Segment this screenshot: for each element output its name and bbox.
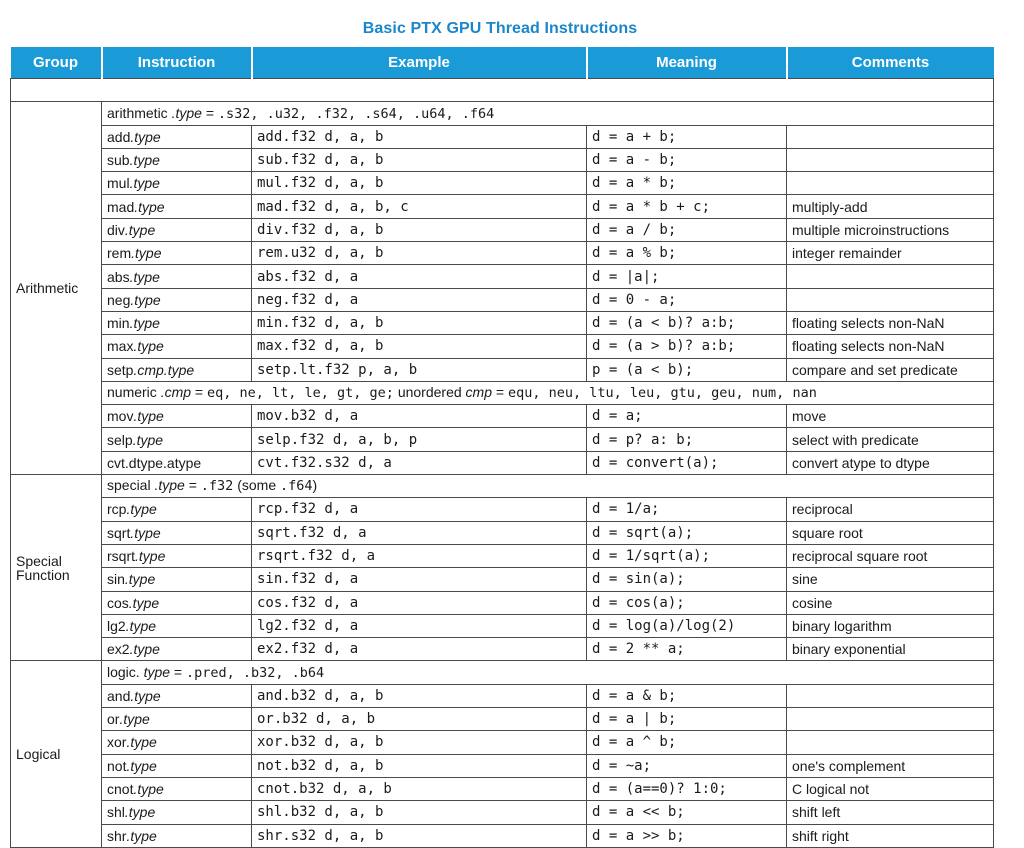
instruction-cell — [102, 125, 252, 148]
table-row — [11, 195, 994, 218]
instruction-cell — [102, 708, 252, 731]
meaning-cell: d = sqrt(a); — [587, 521, 787, 544]
instruction-cell — [102, 684, 252, 707]
comment-cell — [787, 288, 994, 311]
table-row — [11, 125, 994, 148]
group-cell — [11, 661, 102, 847]
instruction-name: max — [107, 338, 134, 355]
type-header-part: = — [201, 104, 218, 121]
table-row — [11, 777, 994, 800]
meaning-cell: d = 1/sqrt(a); — [587, 544, 787, 567]
meaning-cell: d = (a < b)? a:b; — [587, 311, 787, 334]
table-row — [11, 521, 994, 544]
table-row — [11, 288, 994, 311]
example-cell: rsqrt.f32 d, a — [252, 544, 587, 567]
type-header-row — [11, 102, 994, 125]
comment-cell — [787, 148, 994, 171]
table-row — [11, 242, 994, 265]
meaning-cell: d = 1/a; — [587, 498, 787, 521]
example-cell: selp.f32 d, a, b, p — [252, 428, 587, 451]
instruction-type-suffix: .type — [129, 268, 160, 285]
type-header-part: .type — [154, 477, 185, 494]
instruction-type-suffix: .type — [124, 571, 156, 588]
meaning-cell: d = ~a; — [587, 754, 787, 777]
comment-cell — [787, 172, 994, 195]
instruction-name: mov — [107, 408, 134, 425]
meaning-cell: d = a * b + c; — [587, 195, 787, 218]
example-cell: div.f32 d, a, b — [252, 218, 587, 241]
meaning-cell: d = a << b; — [587, 801, 787, 824]
example-cell: sub.f32 d, a, b — [252, 148, 587, 171]
type-header-part: .pred, .b32, .b64 — [186, 664, 325, 681]
instruction-type-suffix: .type — [135, 548, 166, 565]
comment-cell: square root — [787, 521, 994, 544]
example-cell: min.f32 d, a, b — [252, 311, 587, 334]
header-row — [11, 47, 994, 79]
meaning-cell: d = p? a: b; — [587, 428, 787, 451]
type-header-part: logic. — [107, 663, 144, 680]
instruction-type-suffix: .type — [128, 594, 160, 611]
instruction-cell — [102, 754, 252, 777]
example-cell: and.b32 d, a, b — [252, 684, 587, 707]
type-header-row — [11, 661, 994, 684]
comment-cell: move — [787, 405, 994, 428]
instruction-type-suffix: .type — [129, 152, 160, 169]
instruction-type-suffix: .type — [129, 175, 160, 192]
group-name-line: Logical — [16, 746, 61, 763]
type-header-part: = — [170, 663, 187, 680]
instruction-name: selp — [107, 431, 133, 448]
instruction-cell — [102, 824, 252, 847]
type-header-part: ) — [312, 477, 318, 494]
type-header-part: eq, ne, lt, le, gt, ge; — [207, 385, 394, 402]
table-row — [11, 265, 994, 288]
instruction-cell — [102, 265, 252, 288]
meaning-cell: d = log(a)/log(2) — [587, 614, 787, 637]
meaning-cell: d = a ^ b; — [587, 731, 787, 754]
meaning-cell: d = (a > b)? a:b; — [587, 335, 787, 358]
instruction-name: sqrt — [107, 524, 131, 541]
instruction-type-suffix: .type — [119, 711, 150, 728]
comment-cell — [787, 708, 994, 731]
type-header-row — [11, 381, 994, 404]
type-header-part: cmp — [465, 384, 492, 401]
instruction-cell — [102, 218, 252, 241]
comment-cell: multiple microinstructions — [787, 218, 994, 241]
meaning-cell: d = a - b; — [587, 148, 787, 171]
instruction-name: not — [107, 757, 127, 774]
type-header-part: = — [184, 477, 201, 494]
example-cell: shr.s32 d, a, b — [252, 824, 587, 847]
header-gap — [11, 79, 994, 102]
comment-cell: shift right — [787, 824, 994, 847]
instruction-name: xor — [107, 734, 127, 751]
meaning-cell: d = 0 - a; — [587, 288, 787, 311]
instruction-type-suffix: .type — [126, 827, 157, 844]
instruction-type-suffix: .type — [132, 431, 164, 448]
example-cell: lg2.f32 d, a — [252, 614, 587, 637]
example-cell: cnot.b32 d, a, b — [252, 777, 587, 800]
type-header-cell — [102, 661, 994, 684]
column-header-group: Group — [11, 47, 102, 79]
comment-cell: binary logarithm — [787, 614, 994, 637]
comment-cell: compare and set predicate — [787, 358, 994, 381]
table-row — [11, 148, 994, 171]
instruction-type-suffix: .type — [126, 501, 157, 518]
instruction-cell — [102, 172, 252, 195]
instruction-type-suffix: .type — [129, 315, 160, 332]
comment-cell: one's complement — [787, 754, 994, 777]
type-header-part: equ, neu, ltu, leu, gtu, geu, num, nan — [507, 385, 817, 402]
example-cell: add.f32 d, a, b — [252, 125, 587, 148]
meaning-cell: d = a | b; — [587, 708, 787, 731]
instruction-name: min — [107, 315, 130, 332]
instruction-type-suffix: .type — [134, 198, 165, 215]
instruction-type-suffix: .type — [124, 221, 156, 238]
comment-cell: floating selects non-NaN — [787, 335, 994, 358]
table-row — [11, 824, 994, 847]
instruction-name: and — [107, 687, 131, 704]
instruction-type-suffix: .type — [130, 291, 161, 308]
table-header — [11, 47, 994, 79]
table-row — [11, 428, 994, 451]
instruction-cell — [102, 731, 252, 754]
comment-cell — [787, 731, 994, 754]
type-header-cell — [102, 475, 994, 498]
table-row — [11, 311, 994, 334]
column-header-example: Example — [252, 47, 587, 79]
instruction-name: neg — [107, 291, 131, 308]
instruction-name: sin — [107, 571, 125, 588]
example-cell: max.f32 d, a, b — [252, 335, 587, 358]
instruction-type-suffix: .type — [130, 524, 161, 541]
instruction-name: ex2 — [107, 641, 130, 658]
type-header-part: arithmetic — [107, 104, 172, 121]
comment-cell: floating selects non-NaN — [787, 311, 994, 334]
instruction-type-suffix: .cmp.type — [133, 361, 195, 378]
type-header-part: .s32, .u32, .f32, .s64, .u64, .f64 — [217, 105, 495, 122]
gap-cell — [11, 79, 994, 102]
example-cell: rem.u32 d, a, b — [252, 242, 587, 265]
comment-cell: reciprocal — [787, 498, 994, 521]
type-header-part: .f32 — [200, 478, 234, 495]
instruction-type-suffix: .type — [126, 734, 157, 751]
instruction-cell — [102, 777, 252, 800]
example-cell: cos.f32 d, a — [252, 591, 587, 614]
instruction-cell — [102, 614, 252, 637]
table-row — [11, 591, 994, 614]
example-cell: setp.lt.f32 p, a, b — [252, 358, 587, 381]
instruction-type-suffix: .type — [131, 245, 162, 262]
column-header-comments: Comments — [787, 47, 994, 79]
meaning-cell: d = |a|; — [587, 265, 787, 288]
type-header-part: type — [143, 663, 171, 680]
type-header-part: .type — [171, 104, 202, 121]
type-header-part: = — [492, 384, 508, 401]
group-cell — [11, 102, 102, 475]
instruction-name: setp — [107, 361, 134, 378]
table-row — [11, 731, 994, 754]
instruction-name: mad — [107, 198, 135, 215]
group-cell — [11, 475, 102, 661]
instruction-cell — [102, 801, 252, 824]
comment-cell: reciprocal square root — [787, 544, 994, 567]
table-row — [11, 638, 994, 661]
meaning-cell: d = cos(a); — [587, 591, 787, 614]
example-cell: ex2.f32 d, a — [252, 638, 587, 661]
example-cell: shl.b32 d, a, b — [252, 801, 587, 824]
table-row — [11, 801, 994, 824]
ptx-instruction-table — [10, 47, 994, 848]
table-row — [11, 358, 994, 381]
instruction-name: mul — [107, 175, 130, 192]
instruction-cell — [102, 148, 252, 171]
comment-cell: convert atype to dtype — [787, 451, 994, 474]
type-header-part: .f64 — [280, 478, 313, 495]
type-header-row — [11, 475, 994, 498]
instruction-name: or — [107, 711, 120, 728]
instruction-name: lg2 — [107, 617, 126, 634]
meaning-cell: p = (a < b); — [587, 358, 787, 381]
instruction-cell — [102, 428, 252, 451]
table-row — [11, 218, 994, 241]
instruction-cell — [102, 311, 252, 334]
comment-cell: cosine — [787, 591, 994, 614]
table-row — [11, 614, 994, 637]
instruction-type-suffix: .type — [126, 757, 157, 774]
meaning-cell: d = a; — [587, 405, 787, 428]
instruction-name: cnot — [107, 781, 134, 798]
instruction-name: shr — [107, 827, 127, 844]
type-header-part: .cmp — [160, 384, 192, 401]
instruction-type-suffix: .type — [130, 687, 161, 704]
instruction-cell — [102, 521, 252, 544]
instruction-type-suffix: .type — [130, 128, 161, 145]
instruction-cell — [102, 288, 252, 311]
comment-cell: select with predicate — [787, 428, 994, 451]
table-row — [11, 172, 994, 195]
example-cell: abs.f32 d, a — [252, 265, 587, 288]
instruction-cell — [102, 591, 252, 614]
table-row — [11, 544, 994, 567]
instruction-cell — [102, 568, 252, 591]
instruction-name: rem — [107, 245, 132, 262]
table-body — [11, 79, 994, 848]
table-row — [11, 708, 994, 731]
type-header-cell — [102, 381, 994, 404]
comment-cell: integer remainder — [787, 242, 994, 265]
instruction-type-suffix: .type — [133, 408, 164, 425]
type-header-part: (some — [233, 477, 280, 494]
example-cell: mul.f32 d, a, b — [252, 172, 587, 195]
table-row — [11, 498, 994, 521]
instruction-name: sub — [107, 152, 130, 169]
instruction-name: cos — [107, 594, 129, 611]
type-header-part: numeric — [107, 384, 161, 401]
example-cell: cvt.f32.s32 d, a — [252, 451, 587, 474]
table-row — [11, 684, 994, 707]
example-cell: not.b32 d, a, b — [252, 754, 587, 777]
instruction-name: abs — [107, 268, 130, 285]
instruction-cell — [102, 498, 252, 521]
column-header-instruction: Instruction — [102, 47, 252, 79]
instruction-name: rcp — [107, 501, 127, 518]
instruction-cell — [102, 638, 252, 661]
table-row — [11, 405, 994, 428]
comment-cell — [787, 265, 994, 288]
type-header-part: unordered — [393, 384, 466, 401]
example-cell: mad.f32 d, a, b, c — [252, 195, 587, 218]
comment-cell: binary exponential — [787, 638, 994, 661]
meaning-cell: d = a >> b; — [587, 824, 787, 847]
instruction-cell — [102, 195, 252, 218]
example-cell: mov.b32 d, a — [252, 405, 587, 428]
comment-cell — [787, 684, 994, 707]
example-cell: sin.f32 d, a — [252, 568, 587, 591]
group-name-line: Special — [16, 552, 62, 569]
instruction-type-suffix: .type — [133, 781, 164, 798]
type-header-cell — [102, 102, 994, 125]
table-row — [11, 568, 994, 591]
table-row — [11, 335, 994, 358]
example-cell: xor.b32 d, a, b — [252, 731, 587, 754]
meaning-cell: d = a & b; — [587, 684, 787, 707]
instruction-cell — [102, 451, 252, 474]
instruction-type-suffix: .type — [124, 804, 156, 821]
instruction-cell — [102, 242, 252, 265]
meaning-cell: d = 2 ** a; — [587, 638, 787, 661]
example-cell: neg.f32 d, a — [252, 288, 587, 311]
page-title: Basic PTX GPU Thread Instructions — [362, 20, 638, 37]
type-header-part: special — [107, 477, 155, 494]
instruction-type-suffix: .type — [125, 617, 157, 634]
meaning-cell: d = (a==0)? 1:0; — [587, 777, 787, 800]
instruction-name: shl — [107, 804, 125, 821]
instruction-name: div — [107, 221, 125, 238]
comment-cell: multiply-add — [787, 195, 994, 218]
meaning-cell: d = a % b; — [587, 242, 787, 265]
group-name-line: Arithmetic — [16, 280, 79, 297]
column-header-meaning: Meaning — [587, 47, 787, 79]
example-cell: rcp.f32 d, a — [252, 498, 587, 521]
example-cell: sqrt.f32 d, a — [252, 521, 587, 544]
instruction-cell — [102, 544, 252, 567]
instruction-cell — [102, 358, 252, 381]
type-header-part: = — [191, 384, 207, 401]
instruction-name: rsqrt — [107, 548, 135, 565]
example-cell: or.b32 d, a, b — [252, 708, 587, 731]
comment-cell: C logical not — [787, 777, 994, 800]
instruction-cell — [102, 335, 252, 358]
instruction-type-suffix: .type — [129, 641, 160, 658]
group-name-line: Function — [16, 566, 70, 583]
table-row — [11, 754, 994, 777]
instruction-cell — [102, 405, 252, 428]
table-row — [11, 451, 994, 474]
instruction-name: cvt.dtype.atype — [107, 454, 202, 471]
meaning-cell: d = convert(a); — [587, 451, 787, 474]
comment-cell: shift left — [787, 801, 994, 824]
comment-cell — [787, 125, 994, 148]
instruction-name: add — [107, 128, 131, 145]
meaning-cell: d = a + b; — [587, 125, 787, 148]
meaning-cell: d = a * b; — [587, 172, 787, 195]
meaning-cell: d = a / b; — [587, 218, 787, 241]
meaning-cell: d = sin(a); — [587, 568, 787, 591]
comment-cell: sine — [787, 568, 994, 591]
instruction-type-suffix: .type — [133, 338, 164, 355]
